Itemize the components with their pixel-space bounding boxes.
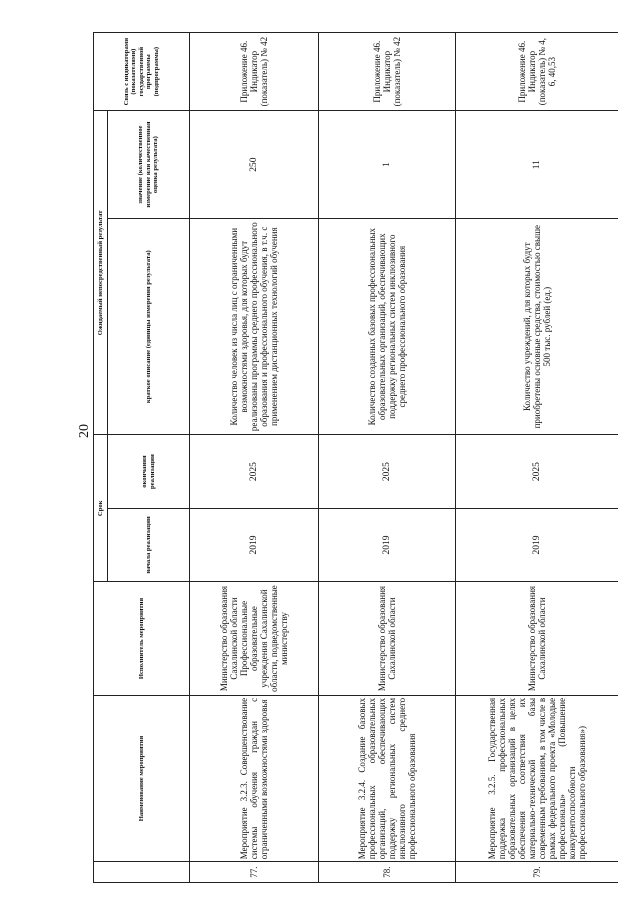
header-num — [94, 862, 190, 883]
table-row — [319, 33, 456, 883]
result-value: 11 — [456, 111, 619, 219]
indicator-link: Приложение 46. Индикатор (показатель) № 42 — [319, 33, 456, 111]
result-description: Количество учреждений, для которых будут приобретены основные средства, стоимостью свыше 500 тыс. рублей (ед.) — [456, 218, 619, 434]
measure-executor: Министерство образования Сахалинской области — [319, 582, 456, 696]
measure-name: Мероприятие 3.2.4. Создание базовых профессиональных образовательных организаций, обеспечивающих поддержку региональных систем инклюзивного среднего профессионального образования — [319, 695, 456, 861]
indicator-link: Приложение 46. Индикатор (показатель) № 4, 6, 40,53 — [456, 33, 619, 111]
rotated-table-area — [93, 32, 618, 883]
result-value: 250 — [190, 111, 319, 219]
header-name: Наименование мероприятия — [94, 695, 190, 861]
end-year: 2025 — [319, 435, 456, 508]
header-value: значение (количественное измерение или качественная оценка результата) — [108, 111, 190, 219]
header-executor: Исполнитель мероприятия — [94, 582, 190, 696]
header-expected: Ожидаемый непосредственный результат — [94, 111, 108, 435]
header-end: окончания реализации — [108, 435, 190, 508]
header-start: начала реализации — [108, 508, 190, 581]
row-number: 79. — [456, 862, 619, 883]
measures-table — [93, 32, 618, 883]
indicator-link: Приложение 46. Индикатор (показатель) № 42 — [190, 33, 319, 111]
end-year: 2025 — [456, 435, 619, 508]
measure-executor: Министерство образования Сахалинской области — [456, 582, 619, 696]
measure-name: Мероприятие 3.2.3. Совершенствование системы обучения граждан с ограниченными возможностями здоровья — [190, 695, 319, 861]
table-row — [190, 33, 319, 883]
start-year: 2019 — [319, 508, 456, 581]
table-row — [456, 33, 619, 883]
row-number: 78. — [319, 862, 456, 883]
end-year: 2025 — [190, 435, 319, 508]
result-description: Количество человек из числа лиц с ограниченными возможностями здоровья, для которых будут реализованы программы среднего профессионального образования и профессионального обучения, в т.ч. с применением дистанционных технологий обучения — [190, 218, 319, 434]
measure-executor: Министерство образования Сахалинской области Профессиональные образовательные учреждения Сахалинской области, подведомственные министерству — [190, 582, 319, 696]
header-short-desc: краткое описание (единицы измерения результата) — [108, 218, 190, 434]
header-link: Связь с индикаторами (показателями) государственной программы (подпрограммы) — [94, 33, 190, 111]
start-year: 2019 — [190, 508, 319, 581]
row-number: 77. — [190, 862, 319, 883]
start-year: 2019 — [456, 508, 619, 581]
measure-name: Мероприятие 3.2.5. Государственная поддержка профессиональных образовательных организаций в целях обеспечения соответствия их материально-технической базы современным требованиям, в том числе в рамках федерального проекта «Молодые профессионалы» (Повышение конкурентоспособности профессионального образования») — [456, 695, 619, 861]
page-number: 20 — [77, 424, 92, 438]
result-value: 1 — [319, 111, 456, 219]
result-description: Количество созданных базовых профессиональных образовательных организаций, обеспечивающих поддержку региональных систем инклюзивного среднего профессионального образования — [319, 218, 456, 434]
header-term: Срок — [94, 435, 108, 582]
